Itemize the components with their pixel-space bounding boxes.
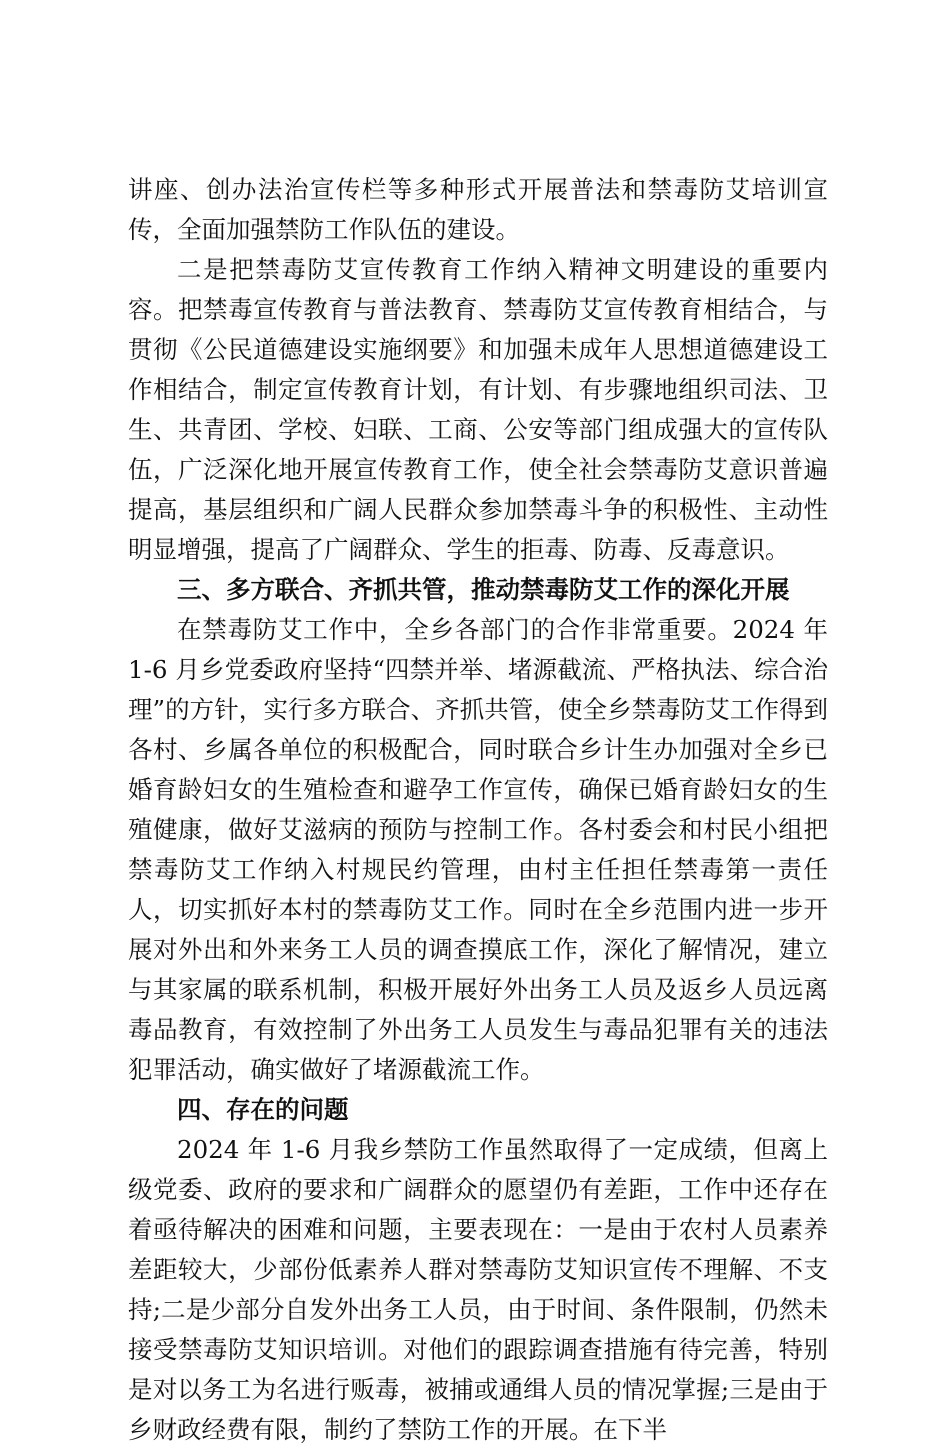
paragraph-cooperation: 在禁毒防艾工作中，全乡各部门的合作非常重要。2024 年 1-6 月乡党委政府坚持“四禁并举、堵源截流、严格执法、综合治理”的方针，实行多方联合、齐抓共管，使全乡禁毒防艾工作得到各村、乡属各单位的积极配合，同时联合乡计生办加强对全乡已婚育龄妇女的生殖检查和避孕工作宣传，确保已婚育龄妇女的生殖健康，做好艾滋病的预防与控制工作。各村委会和村民小组把禁毒防艾工作纳入村规民约管理，由村主任担任禁毒第一责任人，切实抓好本村的禁毒防艾工作。同时在全乡范围内进一步开展对外出和外来务工人员的调查摸底工作，深化了解情况，建立与其家属的联系机制，积极开展好外出务工人员及返乡人员远离毒品教育，有效控制了外出务工人员发生与毒品犯罪有关的违法犯罪活动，确实做好了堵源截流工作。 xyxy=(128,615,828,1084)
paragraph-propaganda-education: 二是把禁毒防艾宣传教育工作纳入精神文明建设的重要内容。把禁毒宣传教育与普法教育、禁毒防艾宣传教育相结合，与贯彻《公民道德建设实施纲要》和加强未成年人思想道德建设工作相结合，制定宣传教育计划，有计划、有步骤地组织司法、卫生、共青团、学校、妇联、工商、公安等部门组成强大的宣传队伍，广泛深化地开展宣传教育工作，使全社会禁毒防艾意识普遍提高，基层组织和广阔人民群众参加禁毒斗争的积极性、主动性明显增强，提高了广阔群众、学生的拒毒、防毒、反毒意识。 xyxy=(128,255,828,564)
paragraph-problems: 2024 年 1-6 月我乡禁防工作虽然取得了一定成绩，但离上级党委、政府的要求和广阔群众的愿望仍有差距，工作中还存在着亟待解决的困难和问题，主要表现在：一是由于农村人员素养差距较大，少部份低素养人群对禁毒防艾知识宣传不理解、不支持;二是少部分自发外出务工人员，由于时间、条件限制，仍然未接受禁毒防艾知识培训。对他们的跟踪调查措施有待完善，特别是对以务工为名进行贩毒，被捕或通缉人员的情况掌握;三是由于乡财政经费有限，制约了禁防工作的开展。在下半 xyxy=(128,1135,828,1444)
section-heading-3: 三、多方联合、齐抓共管，推动禁毒防艾工作的深化开展 xyxy=(177,575,790,604)
paragraph-continuation: 讲座、创办法治宣传栏等多种形式开展普法和禁毒防艾培训宣传，全面加强禁防工作队伍的建设。 xyxy=(128,175,828,244)
section-heading-4: 四、存在的问题 xyxy=(177,1095,349,1124)
document-body xyxy=(128,170,828,1450)
